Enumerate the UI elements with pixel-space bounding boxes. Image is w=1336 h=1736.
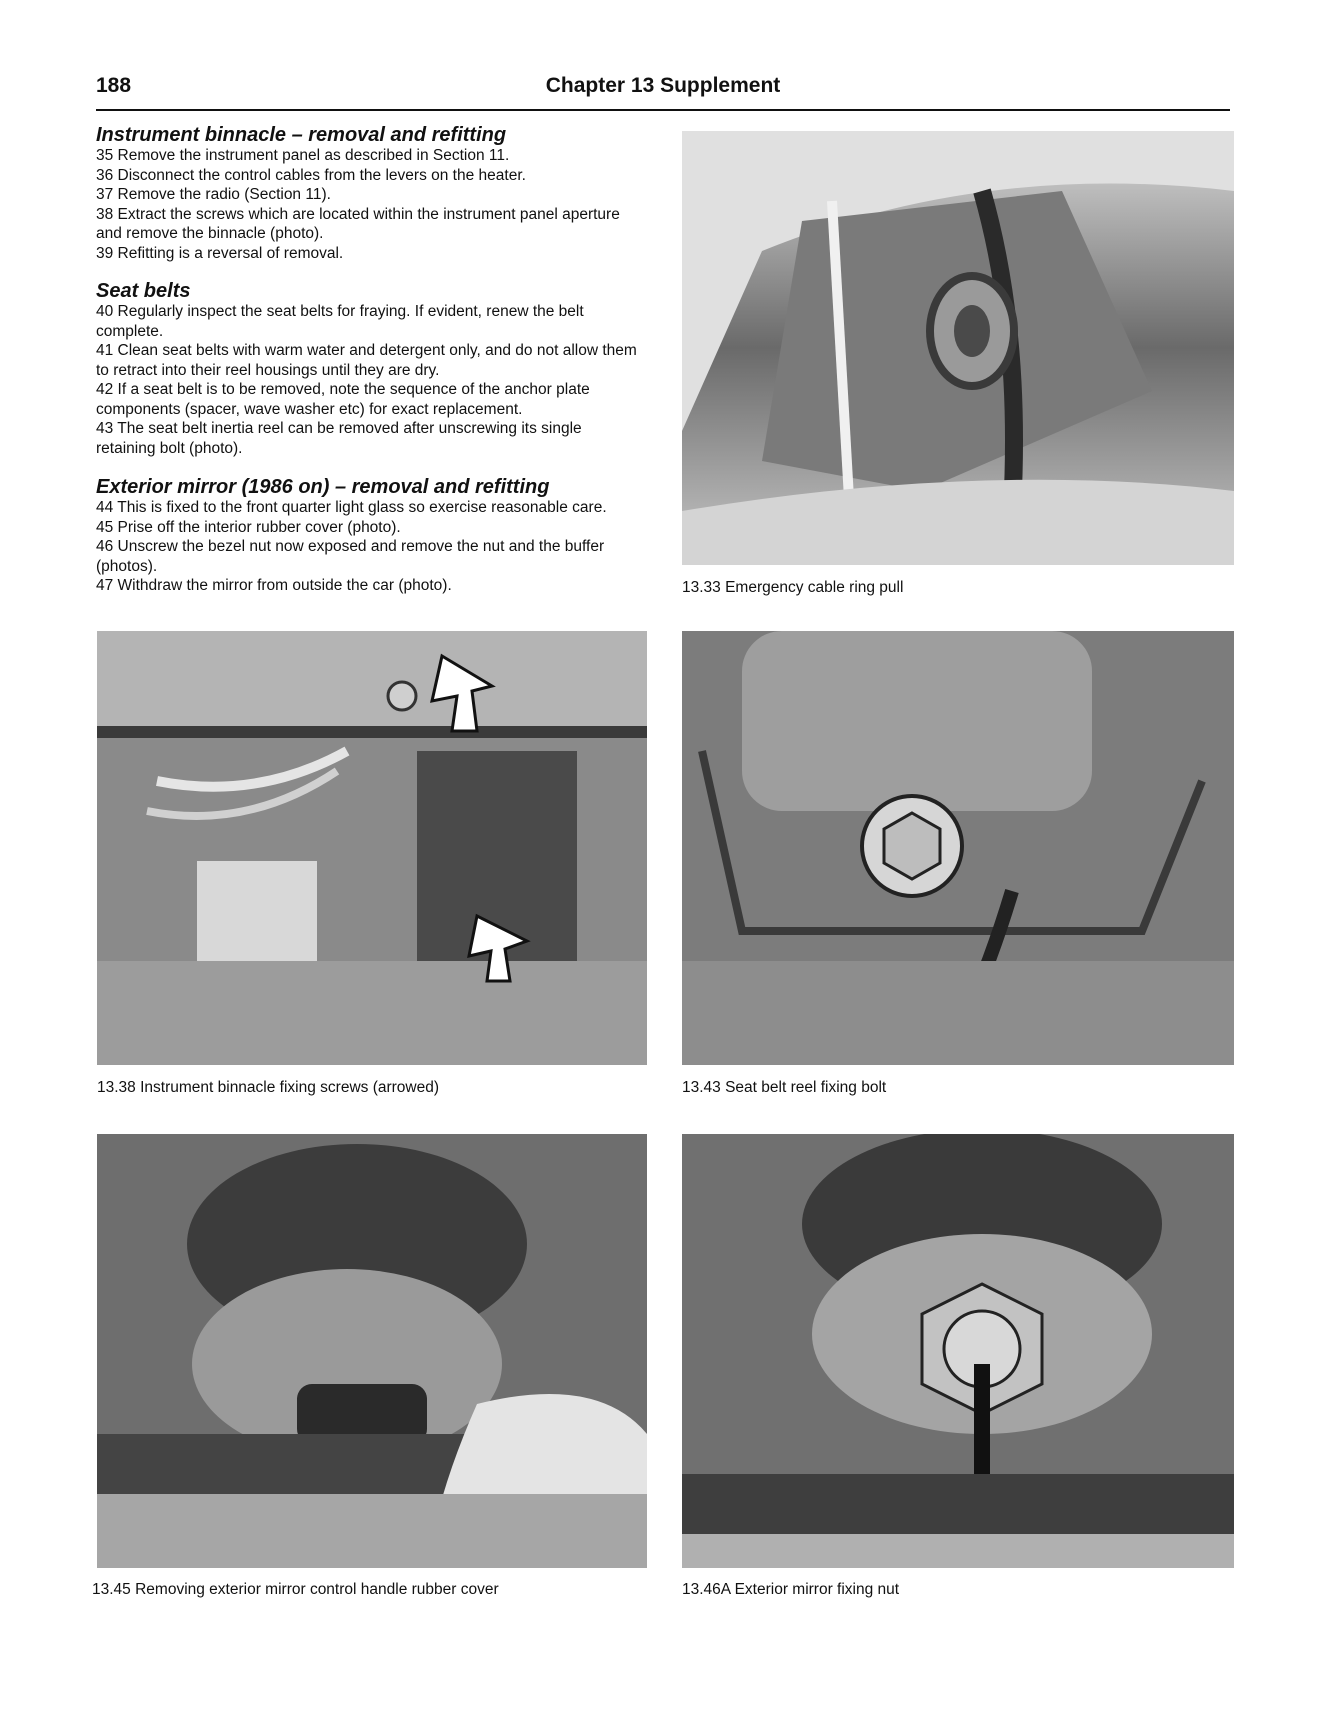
photo-mirror-fixing-nut xyxy=(682,1134,1234,1568)
section-seat-belts xyxy=(96,280,644,458)
photo-caption: 13.38 Instrument binnacle fixing screws (arrowed) xyxy=(97,1079,440,1096)
photo-seat-belt-reel-bolt xyxy=(682,631,1234,1065)
section-heading: Seat belts xyxy=(96,280,191,302)
photo-caption: 13.46A Exterior mirror fixing nut xyxy=(682,1581,900,1598)
section-instrument-binnacle xyxy=(96,124,644,263)
page-number: 188 xyxy=(96,74,132,97)
photo-mirror-rubber-cover xyxy=(97,1134,647,1568)
photo-caption: 13.33 Emergency cable ring pull xyxy=(682,579,904,596)
paragraph-37: 37 Remove the radio (Section 11). xyxy=(96,186,331,203)
photo-caption: 13.45 Removing exterior mirror control handle rubber cover xyxy=(92,1581,499,1598)
paragraph-36: 36 Disconnect the control cables from the levers on the heater. xyxy=(96,166,526,184)
paragraph-47: 47 Withdraw the mirror from outside the car (photo). xyxy=(96,577,452,594)
section-heading: Instrument binnacle – removal and refitting xyxy=(96,124,507,146)
paragraph-42: 42 If a seat belt is to be removed, note the sequence of the anchor plate components (spacer, wave washer etc) for exact replacement. xyxy=(96,381,590,418)
paragraph-38: 38 Extract the screws which are located within the instrument panel aperture and remove the binnacle (photo). xyxy=(96,205,620,242)
photo-caption: 13.43 Seat belt reel fixing bolt xyxy=(682,1079,887,1096)
page-header xyxy=(96,74,1230,108)
paragraph-44: 44 This is fixed to the front quarter light glass so exercise reasonable care. xyxy=(96,499,607,516)
photo-emergency-cable-ring-pull xyxy=(682,131,1234,565)
photo-instrument-binnacle-screws xyxy=(97,631,647,1065)
paragraph-43: 43 The seat belt inertia reel can be removed after unscrewing its single retaining bolt (photo). xyxy=(96,420,582,457)
paragraph-35: 35 Remove the instrument panel as described in Section 11. xyxy=(96,147,510,164)
paragraph-40: 40 Regularly inspect the seat belts for fraying. If evident, renew the belt complete. xyxy=(96,303,584,340)
paragraph-46: 46 Unscrew the bezel nut now exposed and remove the nut and the buffer (photos). xyxy=(96,538,605,575)
header-rule xyxy=(96,109,1230,111)
section-exterior-mirror xyxy=(96,476,644,596)
paragraph-45: 45 Prise off the interior rubber cover (photo). xyxy=(96,518,401,536)
paragraph-39: 39 Refitting is a reversal of removal. xyxy=(96,244,344,262)
section-heading: Exterior mirror (1986 on) – removal and refitting xyxy=(96,476,550,498)
paragraph-41: 41 Clean seat belts with warm water and detergent only, and do not allow them to retract into their reel housings until they are dry. xyxy=(96,342,637,379)
chapter-title: Chapter 13 Supplement xyxy=(545,74,781,97)
